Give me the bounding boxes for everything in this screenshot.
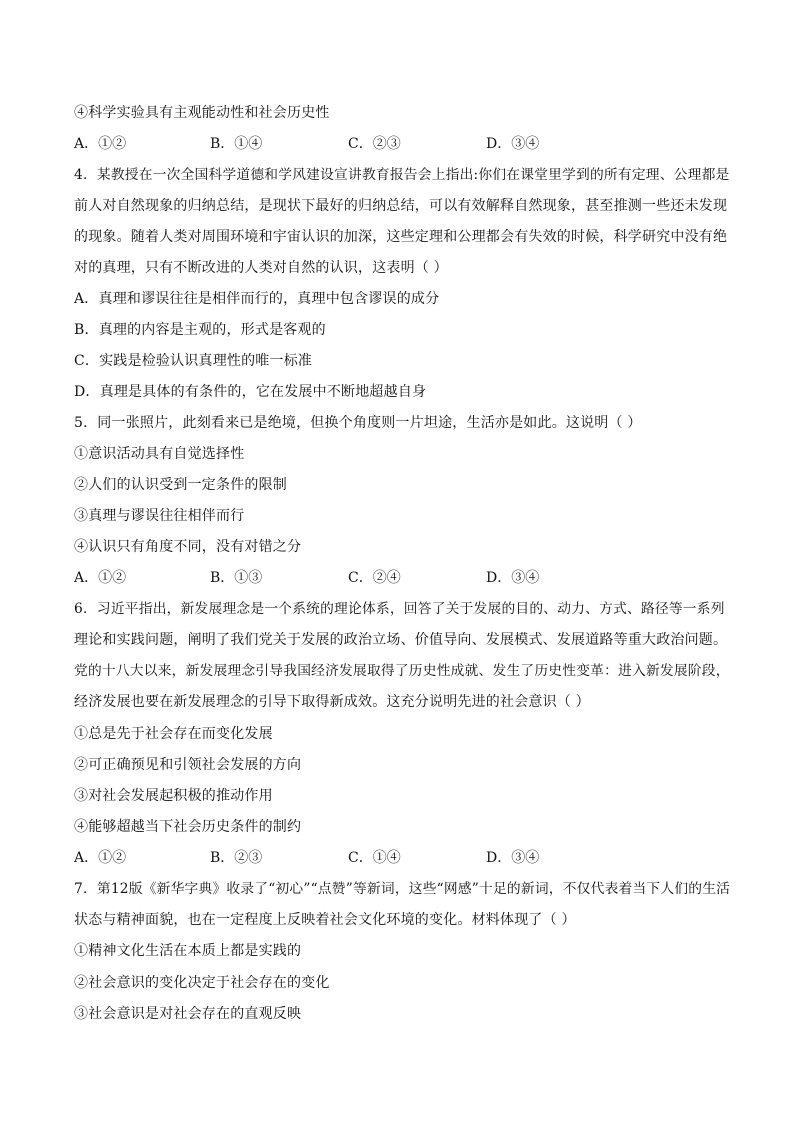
q6-item-2: ②可正确预见和引领社会发展的方向 xyxy=(74,757,302,773)
q6-option-a: A．①② xyxy=(74,850,127,866)
q6-option-c: C．①④ xyxy=(348,850,401,866)
q5-item-4: ④认识只有角度不同，没有对错之分 xyxy=(74,539,302,555)
q5-item-3: ③真理与谬误往往相伴而行 xyxy=(74,508,245,524)
q7-item-2: ②社会意识的变化决定于社会存在的变化 xyxy=(74,975,330,991)
q4-choice-b: B．真理的内容是主观的，形式是客观的 xyxy=(74,322,326,338)
q3-option-c: C．②③ xyxy=(348,136,401,152)
q4-stem-line-1: 4．某教授在一次全国科学道德和学风建设宣讲教育报告会上指出:你们在课堂里学到的所有定理、公理都是 xyxy=(74,167,730,183)
q3-options xyxy=(74,134,734,154)
q3-option-b: B．①④ xyxy=(210,136,263,152)
q7-item-3: ③社会意识是对社会存在的直观反映 xyxy=(74,1006,302,1022)
q5-options xyxy=(74,568,734,588)
q6-item-4: ④能够超越当下社会历史条件的制约 xyxy=(74,819,302,835)
q5-item-2: ②人们的认识受到一定条件的限制 xyxy=(74,477,287,493)
q5-option-c: C．②④ xyxy=(348,570,401,586)
q4-stem-line-3: 的现象。随着人类对周围环境和宇宙认识的加深，这些定理和公理都会有失效的时候，科学研究中没有绝 xyxy=(74,229,728,245)
q4-choice-d: D．真理是具体的有条件的，它在发展中不断地超越自身 xyxy=(74,384,427,400)
q4-stem-line-2: 前人对自然现象的归纳总结，是现状下最好的归纳总结，可以有效解释自然现象，甚至推测一些还未发现 xyxy=(74,198,728,214)
q6-stem-line-1: 6．习近平指出，新发展理念是一个系统的理论体系，回答了关于发展的目的、动力、方式、路径等一系列 xyxy=(74,601,725,617)
q6-option-d: D．③④ xyxy=(486,850,540,866)
q5-option-b: B．①③ xyxy=(210,570,263,586)
q3-option-d: D．③④ xyxy=(486,136,540,152)
q3-option-a: A．①② xyxy=(74,136,127,152)
q7-stem-line-1: 7．第12版《新华字典》收录了“初心”“点赞”等新词，这些“网感”十足的新词，不仅代表着当下人们的生活 xyxy=(74,881,731,897)
q6-item-1: ①总是先于社会存在而变化发展 xyxy=(74,726,273,742)
q4-stem-line-4: 对的真理，只有不断改进的人类对自然的认识，这表明（ ） xyxy=(74,260,448,276)
q5-stem: 5．同一张照片，此刻看来已是绝境，但换个角度则一片坦途，生活亦是如此。这说明（ ） xyxy=(74,415,642,431)
q5-option-a: A．①② xyxy=(74,570,127,586)
q4-choice-a: A．真理和谬误往往是相伴而行的，真理中包含谬误的成分 xyxy=(74,291,440,307)
q4-choice-c: C．实践是检验认识真理性的唯一标准 xyxy=(74,353,313,369)
q5-item-1: ①意识活动具有自觉选择性 xyxy=(74,446,245,462)
q6-options xyxy=(74,848,734,868)
q3-item-4: ④科学实验具有主观能动性和社会历史性 xyxy=(74,105,330,121)
q6-stem-line-2: 理论和实践问题，阐明了我们党关于发展的政治立场、价值导向、发展模式、发展道路等重大政治问题。 xyxy=(74,632,728,648)
q7-stem-line-2: 状态与精神面貌，也在一定程度上反映着社会文化环境的变化。材料体现了（ ） xyxy=(74,912,576,928)
q6-stem-line-3: 党的十八大以来，新发展理念引导我国经济发展取得了历史性成就、发生了历史性变革：进入新发展阶段， xyxy=(74,663,730,679)
q6-item-3: ③对社会发展起积极的推动作用 xyxy=(74,788,273,804)
q6-option-b: B．②③ xyxy=(210,850,263,866)
q7-item-1: ①精神文化生活在本质上都是实践的 xyxy=(74,943,302,959)
q5-option-d: D．③④ xyxy=(486,570,540,586)
q6-stem-line-4: 经济发展也要在新发展理念的引导下取得新成效。这充分说明先进的社会意识（ ） xyxy=(74,694,590,710)
